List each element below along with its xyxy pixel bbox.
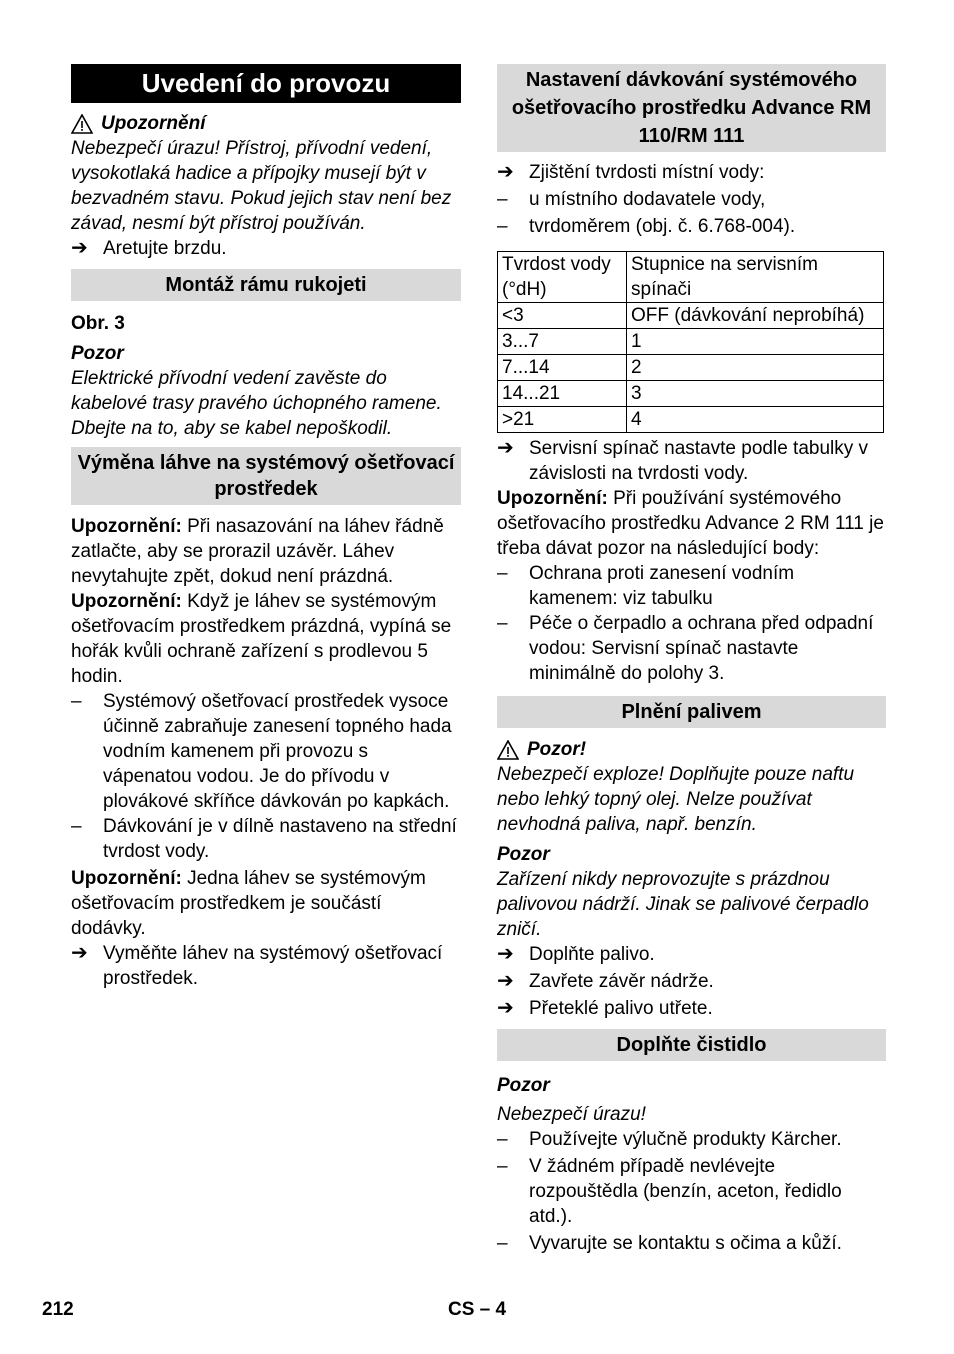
- step-item: [497, 969, 886, 994]
- step-item: [497, 436, 886, 486]
- note-paragraph: [71, 514, 461, 589]
- note-paragraph: [71, 866, 461, 941]
- list-text: Dávkování je v dílně nastaveno na střední tvrdost vody.: [103, 816, 457, 862]
- list-text: Péče o čerpadlo a ochrana před odpadní vodou: Servisní spínač nastavte minimálně do polohy 3.: [529, 613, 874, 684]
- note-paragraph: [71, 589, 461, 689]
- table-header: Tvrdost vody (°dH): [498, 252, 627, 303]
- right-column: [497, 64, 886, 1256]
- table-row: [498, 381, 884, 407]
- list-item: [497, 611, 886, 686]
- table-cell: OFF (dávkování neprobíhá): [627, 303, 884, 329]
- note-label: Upozornění:: [71, 868, 182, 889]
- warning-text: Nebezpečí exploze! Doplňujte pouze naftu nebo lehký topný olej. Nelze používat nevhodná paliva, např. benzín.: [497, 764, 855, 835]
- step-item: [71, 941, 461, 991]
- water-hardness-table: [497, 251, 884, 433]
- dash-bullet: –: [497, 1129, 508, 1150]
- warning-block: [497, 737, 886, 762]
- list-item: [497, 1154, 886, 1229]
- list-item: [497, 1127, 886, 1152]
- note-label: Upozornění:: [71, 516, 182, 537]
- arrow-icon: ➔: [71, 942, 88, 964]
- page-title: Uvedení do provozu: [71, 64, 461, 103]
- left-column: [71, 64, 461, 991]
- step-text: Přeteklé palivo utřete.: [529, 998, 713, 1019]
- step-item: [497, 942, 886, 967]
- table-cell: 3...7: [498, 329, 627, 355]
- arrow-icon: ➔: [71, 237, 88, 259]
- arrow-icon: ➔: [497, 970, 514, 992]
- list-item: [71, 814, 461, 864]
- page-number: 212: [42, 1299, 74, 1320]
- warning-triangle-icon: [71, 114, 93, 134]
- table-cell: 2: [627, 355, 884, 381]
- caution-label: Pozor: [71, 343, 124, 364]
- list-text: Používejte výlučně produkty Kärcher.: [529, 1129, 842, 1150]
- note-paragraph: [497, 486, 886, 561]
- step-text: Zavřete závěr nádrže.: [529, 971, 714, 992]
- list-item: [497, 1231, 886, 1256]
- table-cell: <3: [498, 303, 627, 329]
- caution-text: Nebezpečí úrazu!: [497, 1104, 646, 1125]
- list-item: [497, 187, 886, 212]
- table-cell: 14...21: [498, 381, 627, 407]
- section-heading: Plnění palivem: [497, 696, 886, 728]
- step-item: [497, 160, 886, 185]
- table-cell: 3: [627, 381, 884, 407]
- dash-bullet: –: [497, 1233, 508, 1254]
- note-text: Při nasazování na láhev řádně zatlačte, aby se prorazil uzávěr. Láhev nevytahujte zpět, dokud není prázdná.: [71, 516, 444, 587]
- list-text: V žádném případě nevlévejte rozpouštědla (benzín, aceton, ředidlo atd.).: [529, 1156, 842, 1227]
- section-heading: Výměna láhve na systémový ošetřovací prostředek: [71, 447, 461, 505]
- caution-text: Zařízení nikdy neprovozujte s prázdnou palivovou nádrží. Jinak se palivové čerpadlo zničí.: [497, 869, 869, 940]
- list-item: [71, 689, 461, 814]
- section-heading: Montáž rámu rukojeti: [71, 269, 461, 301]
- dash-bullet: –: [71, 816, 82, 837]
- list-text: Systémový ošetřovací prostředek vysoce účinně zabraňuje zanesení topného hada vodním kamenem při provozu s vápenatou vodou. Je do přívodu v plovákové skříňce dávkován po kapkách.: [103, 691, 452, 812]
- table-row: [498, 407, 884, 433]
- warning-block: [71, 111, 461, 136]
- dash-bullet: –: [497, 613, 508, 634]
- list-text: Ochrana proti zanesení vodním kamenem: viz tabulku: [529, 563, 795, 609]
- list-item: [497, 561, 886, 611]
- step-item: [71, 236, 461, 261]
- table-header: Stupnice na servisním spínači: [627, 252, 884, 303]
- step-text: Servisní spínač nastavte podle tabulky v závislosti na tvrdosti vody.: [529, 438, 869, 484]
- note-text: Při používání systémového ošetřovacího prostředku Advance 2 RM 111 je třeba dávat pozor na následující body:: [497, 488, 884, 559]
- dash-bullet: –: [71, 691, 82, 712]
- figure-ref: Obr. 3: [71, 313, 125, 334]
- list-item: [497, 214, 886, 239]
- arrow-icon: ➔: [497, 997, 514, 1019]
- warning-label: Upozornění: [101, 113, 206, 134]
- arrow-icon: ➔: [497, 943, 514, 965]
- warning-label: Pozor!: [527, 739, 587, 760]
- table-cell: 7...14: [498, 355, 627, 381]
- dash-bullet: –: [497, 189, 508, 210]
- table-row: [498, 329, 884, 355]
- note-label: Upozornění:: [497, 488, 608, 509]
- warning-triangle-icon: [497, 740, 519, 760]
- table-header-row: [498, 252, 884, 303]
- table-cell: 1: [627, 329, 884, 355]
- table-cell: >21: [498, 407, 627, 433]
- caution-label: Pozor: [497, 1075, 550, 1096]
- table-row: [498, 355, 884, 381]
- table-cell: 4: [627, 407, 884, 433]
- list-text: Vyvarujte se kontaktu s očima a kůží.: [529, 1233, 842, 1254]
- list-text: u místního dodavatele vody,: [529, 189, 766, 210]
- table-row: [498, 303, 884, 329]
- dash-bullet: –: [497, 1156, 508, 1177]
- note-text: Když je láhev se systémovým ošetřovacím prostředkem prázdná, vypíná se hořák kvůli ochraně zařízení s prodlevou 5 hodin.: [71, 591, 452, 687]
- step-text: Aretujte brzdu.: [103, 238, 227, 259]
- step-text: Doplňte palivo.: [529, 944, 655, 965]
- section-heading: Nastavení dávkování systémového ošetřovacího prostředku Advance RM 110/RM 111: [497, 64, 886, 152]
- caution-label: Pozor: [497, 844, 550, 865]
- section-heading: Doplňte čistidlo: [497, 1029, 886, 1061]
- note-label: Upozornění:: [71, 591, 182, 612]
- dash-bullet: –: [497, 216, 508, 237]
- arrow-icon: ➔: [497, 437, 514, 459]
- caution-text: Elektrické přívodní vedení zavěste do kabelové trasy pravého úchopného ramene. Dbejte na to, aby se kabel nepoškodil.: [71, 368, 442, 439]
- step-text: Zjištění tvrdosti místní vody:: [529, 162, 765, 183]
- warning-text: Nebezpečí úrazu! Přístroj, přívodní vedení, vysokotlaká hadice a přípojky musejí být v bezvadném stavu. Pokud jejich stav není bez závad, nesmí být přístroj používán.: [71, 138, 452, 234]
- section-code: CS – 4: [448, 1299, 507, 1320]
- note-text: Jedna láhev se systémovým ošetřovacím prostředkem je součástí dodávky.: [71, 868, 426, 939]
- step-text: Vyměňte láhev na systémový ošetřovací prostředek.: [103, 943, 443, 989]
- step-item: [497, 996, 886, 1021]
- list-text: tvrdoměrem (obj. č. 6.768-004).: [529, 216, 796, 237]
- arrow-icon: ➔: [497, 161, 514, 183]
- dash-bullet: –: [497, 563, 508, 584]
